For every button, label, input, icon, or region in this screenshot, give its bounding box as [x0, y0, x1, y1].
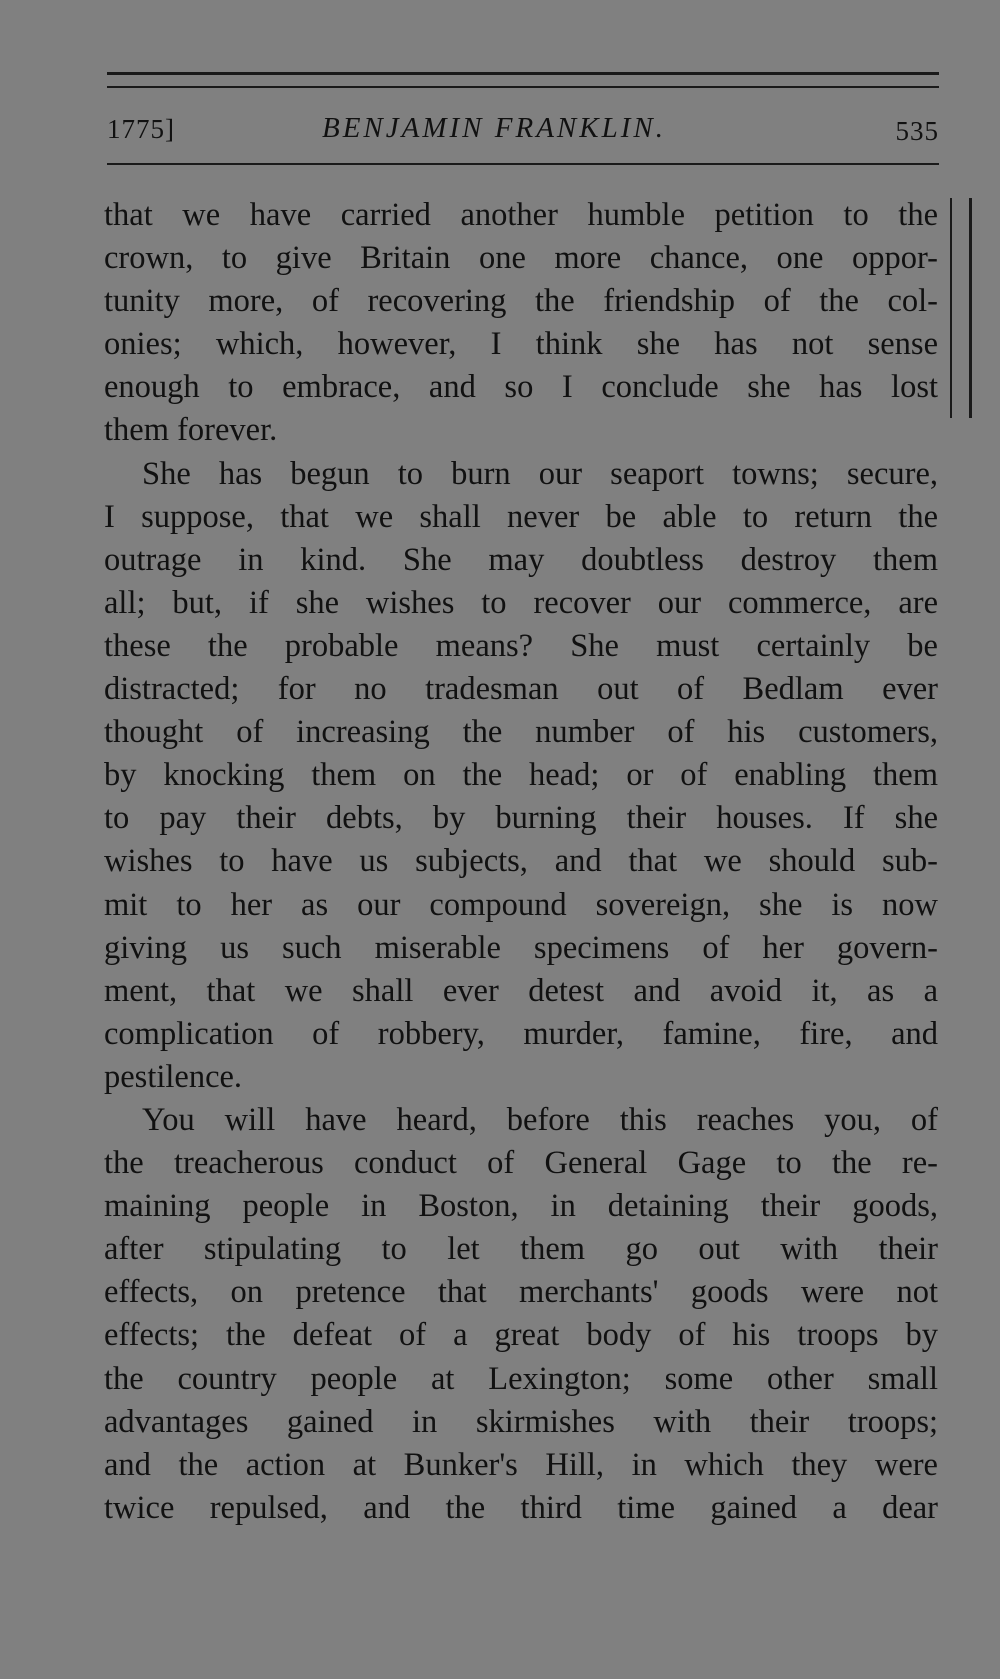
running-head-title: BENJAMIN FRANKLIN. [322, 112, 666, 144]
text-line: the country people at Lexington; some other small [104, 1360, 938, 1397]
text-line: You will have heard, before this reaches you, of [142, 1101, 938, 1138]
text-line: to pay their debts, by burning their houses. If she [104, 800, 938, 837]
body-text [104, 194, 938, 1530]
text-line: that we have carried another humble petition to the [104, 197, 938, 233]
text-line: effects; the defeat of a great body of his troops by [104, 1317, 938, 1354]
text-line: wishes to have us subjects, and that we should sub- [104, 843, 938, 880]
text-line: the treacherous conduct of General Gage to the re- [104, 1145, 938, 1182]
text-line: them forever. [104, 412, 278, 449]
text-line: giving us such miserable specimens of her govern- [104, 929, 938, 966]
text-line: ment, that we shall ever detest and avoid it, as a [104, 972, 938, 1009]
text-line: advantages gained in skirmishes with their troops; [104, 1403, 938, 1440]
text-line: outrage in kind. She may doubtless destroy them [104, 541, 938, 578]
text-line: all; but, if she wishes to recover our commerce, are [104, 584, 938, 621]
text-line: twice repulsed, and the third time gained a dear [104, 1489, 938, 1526]
text-line: She has begun to burn our seaport towns; secure, [142, 455, 938, 492]
text-line: enough to embrace, and so I conclude she has lost [104, 369, 938, 406]
text-line: mit to her as our compound sovereign, she is now [104, 886, 938, 923]
header-rule [107, 163, 939, 165]
text-line: after stipulating to let them go out with their [104, 1231, 938, 1268]
top-rule-inner [107, 86, 939, 88]
text-line: complication of robbery, murder, famine, fire, and [104, 1015, 938, 1052]
text-line: thought of increasing the number of his customers, [104, 714, 938, 751]
text-line: by knocking them on the head; or of enabling them [104, 757, 938, 794]
text-line: onies; which, however, I think she has not sense [104, 326, 938, 363]
top-rule [107, 72, 939, 75]
page-number: 535 [895, 116, 939, 146]
text-line: distracted; for no tradesman out of Bedlam ever [104, 671, 938, 708]
running-head [107, 110, 939, 150]
text-line: tunity more, of recovering the friendship of the col- [104, 283, 938, 320]
running-head-year: 1775] [107, 114, 175, 144]
text-line: pestilence. [104, 1058, 243, 1095]
text-line: and the action at Bunker's Hill, in which they were [104, 1446, 938, 1483]
text-line: maining people in Boston, in detaining their goods, [104, 1188, 938, 1225]
text-line: effects, on pretence that merchants' goods were not [104, 1274, 938, 1311]
text-line: these the probable means? She must certainly be [104, 627, 938, 664]
text-line: crown, to give Britain one more chance, one oppor- [104, 240, 938, 277]
margin-bracket [950, 198, 972, 418]
text-line: I suppose, that we shall never be able to return the [104, 498, 938, 535]
